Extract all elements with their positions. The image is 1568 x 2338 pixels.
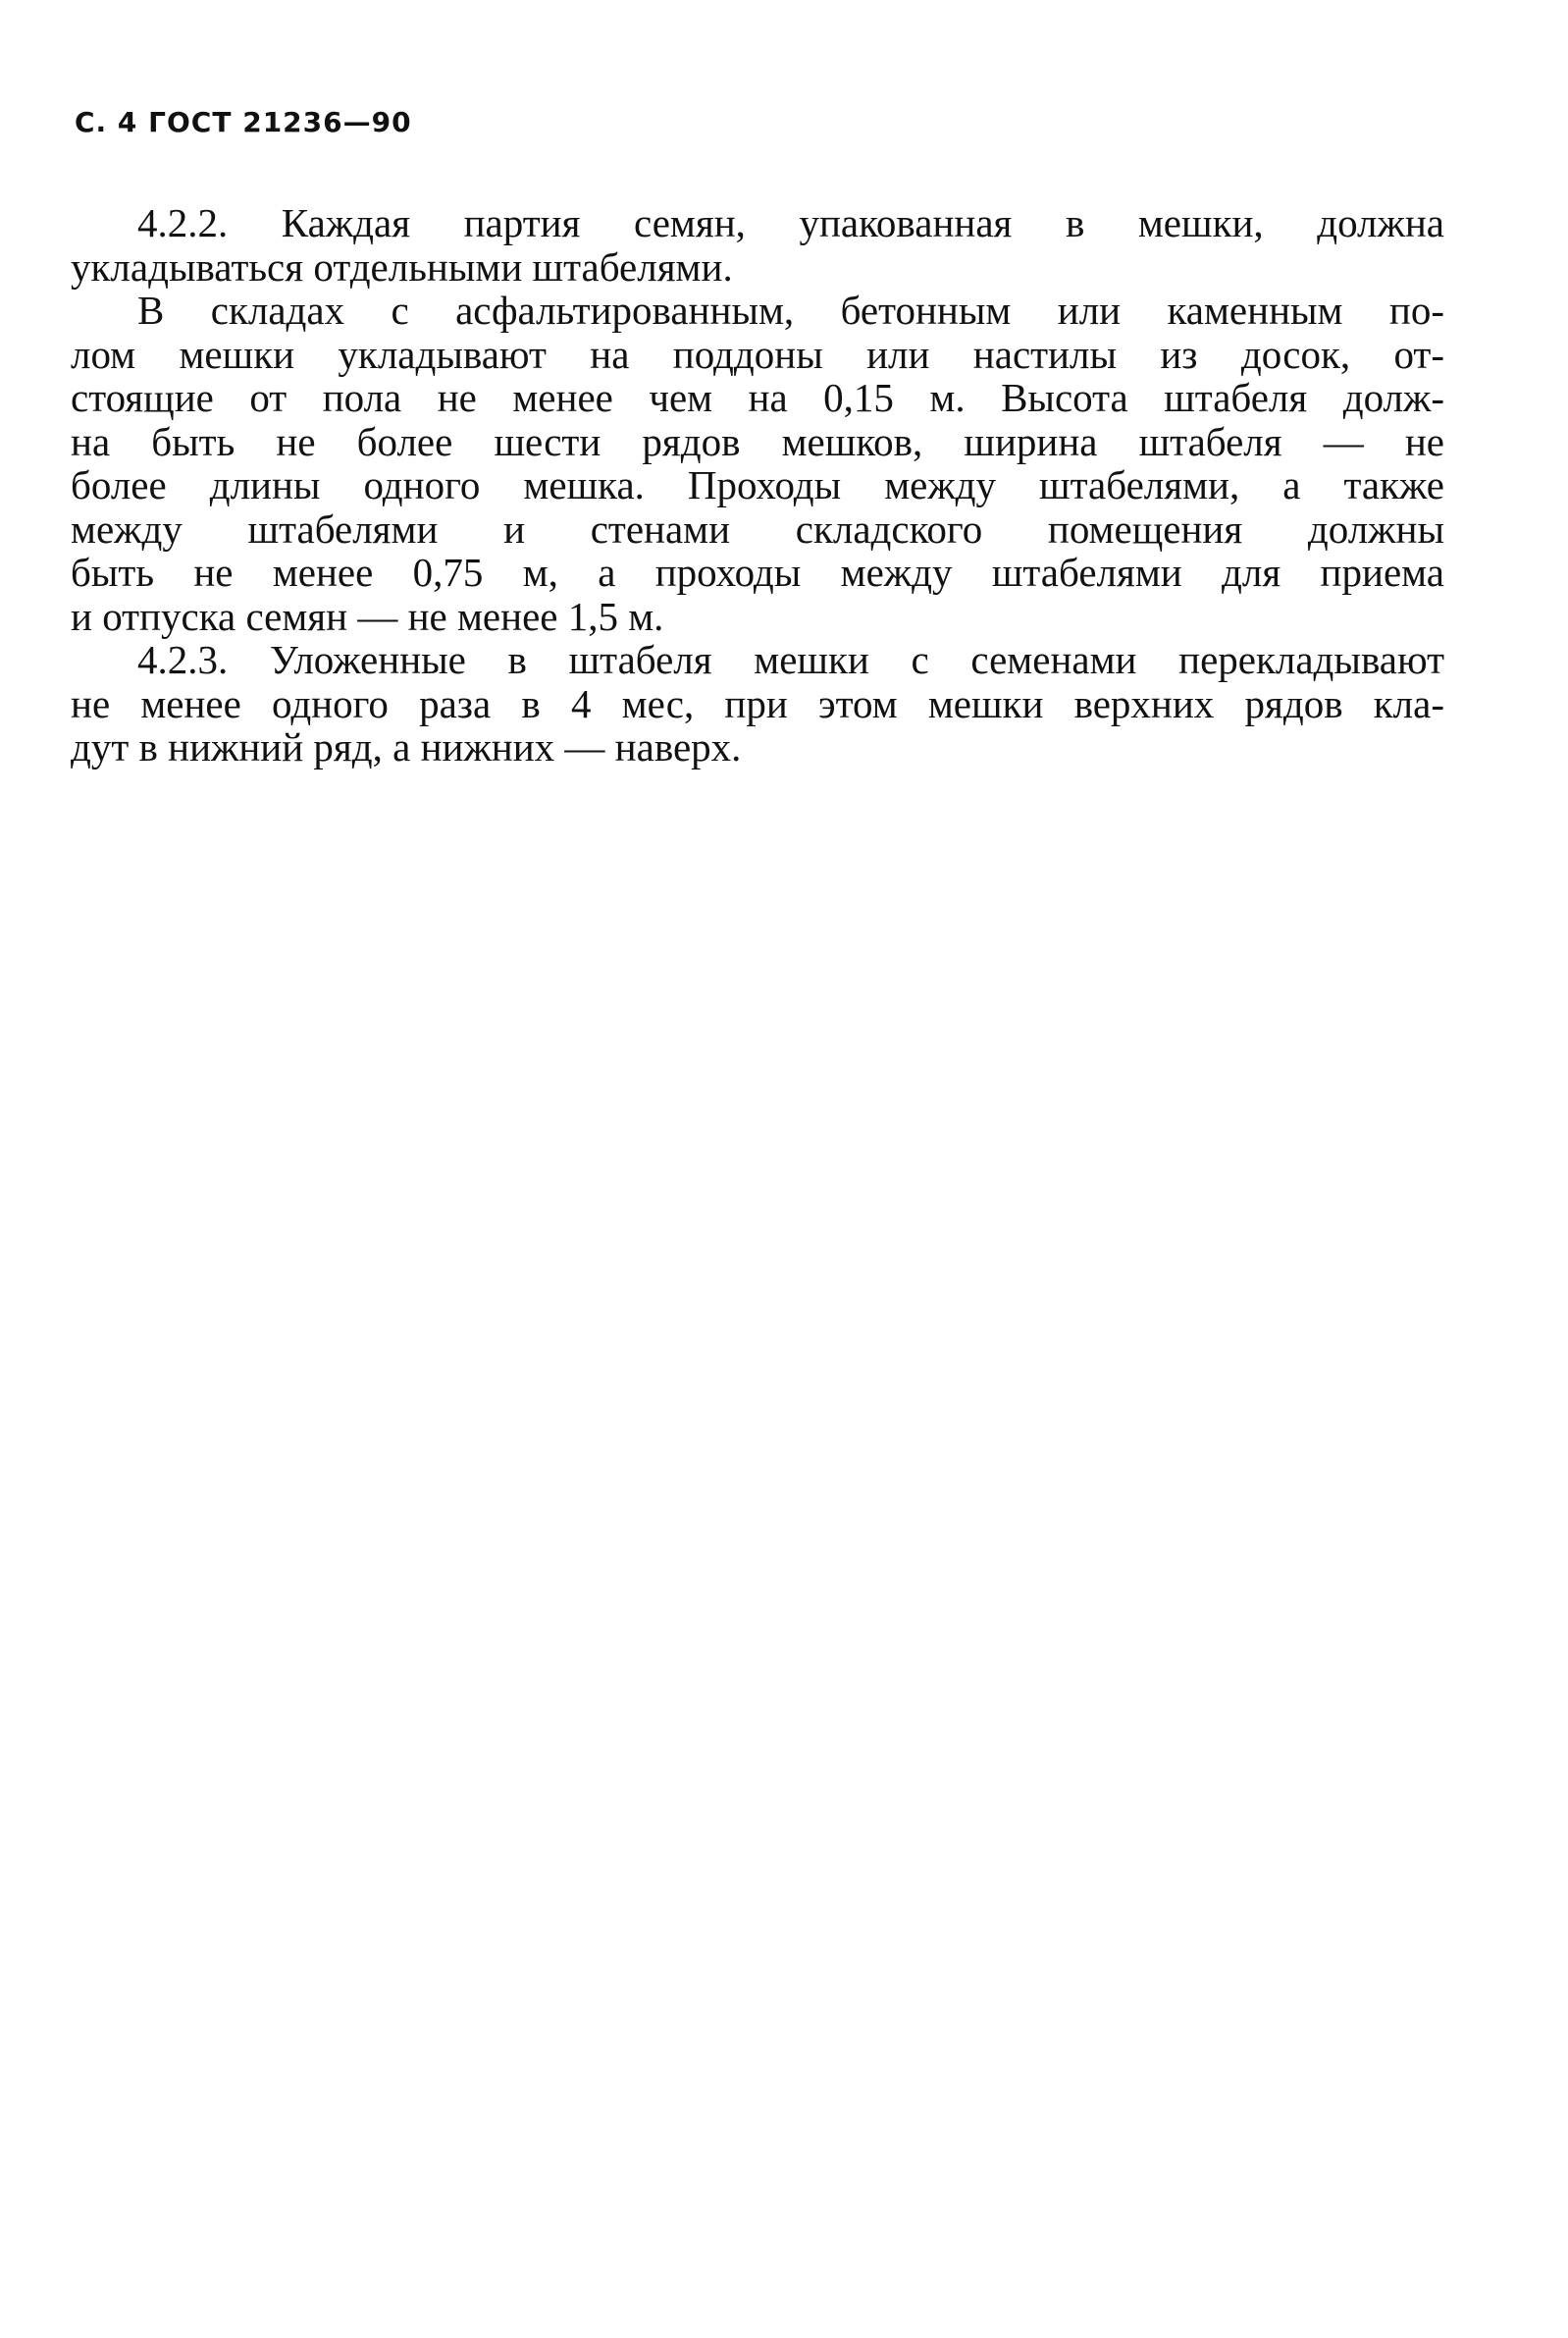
text-line: между штабелями и стенами складского помещения должны: [71, 505, 1444, 552]
text-line: 4.2.2. Каждая партия семян, упакованная в мешки, должна: [137, 200, 1444, 245]
text-line: не менее одного раза в 4 мес, при этом мешки верхних рядов кла-: [71, 680, 1444, 726]
paragraph-storage-rules: [71, 289, 1444, 638]
text-line: укладываться отдельными штабелями.: [71, 243, 733, 290]
text-line: быть не менее 0,75 м, а проходы между штабелями для приема: [71, 550, 1444, 595]
text-line: В складах с асфальтированным, бетонным или каменным по-: [137, 288, 1444, 333]
text-line: 4.2.3. Уложенные в штабеля мешки с семенами перекладывают: [137, 637, 1444, 682]
text-line: дут в нижний ряд, а нижних — наверх.: [71, 724, 742, 770]
text-line: на быть не более шести рядов мешков, ширина штабеля — не: [71, 418, 1444, 464]
text-line: стоящие от пола не менее чем на 0,15 м. Высота штабеля долж-: [71, 375, 1444, 420]
running-header: С. 4 ГОСТ 21236—90: [75, 106, 412, 138]
paragraph-4-2-2: [71, 201, 1444, 289]
text-line: и отпуска семян — не менее 1,5 м.: [71, 593, 664, 639]
document-body: [71, 201, 1444, 770]
text-line: лом мешки укладывают на поддоны или настилы из досок, от-: [71, 331, 1444, 377]
text-line: более длины одного мешка. Проходы между штабелями, а также: [71, 462, 1444, 507]
paragraph-4-2-3: [71, 638, 1444, 770]
